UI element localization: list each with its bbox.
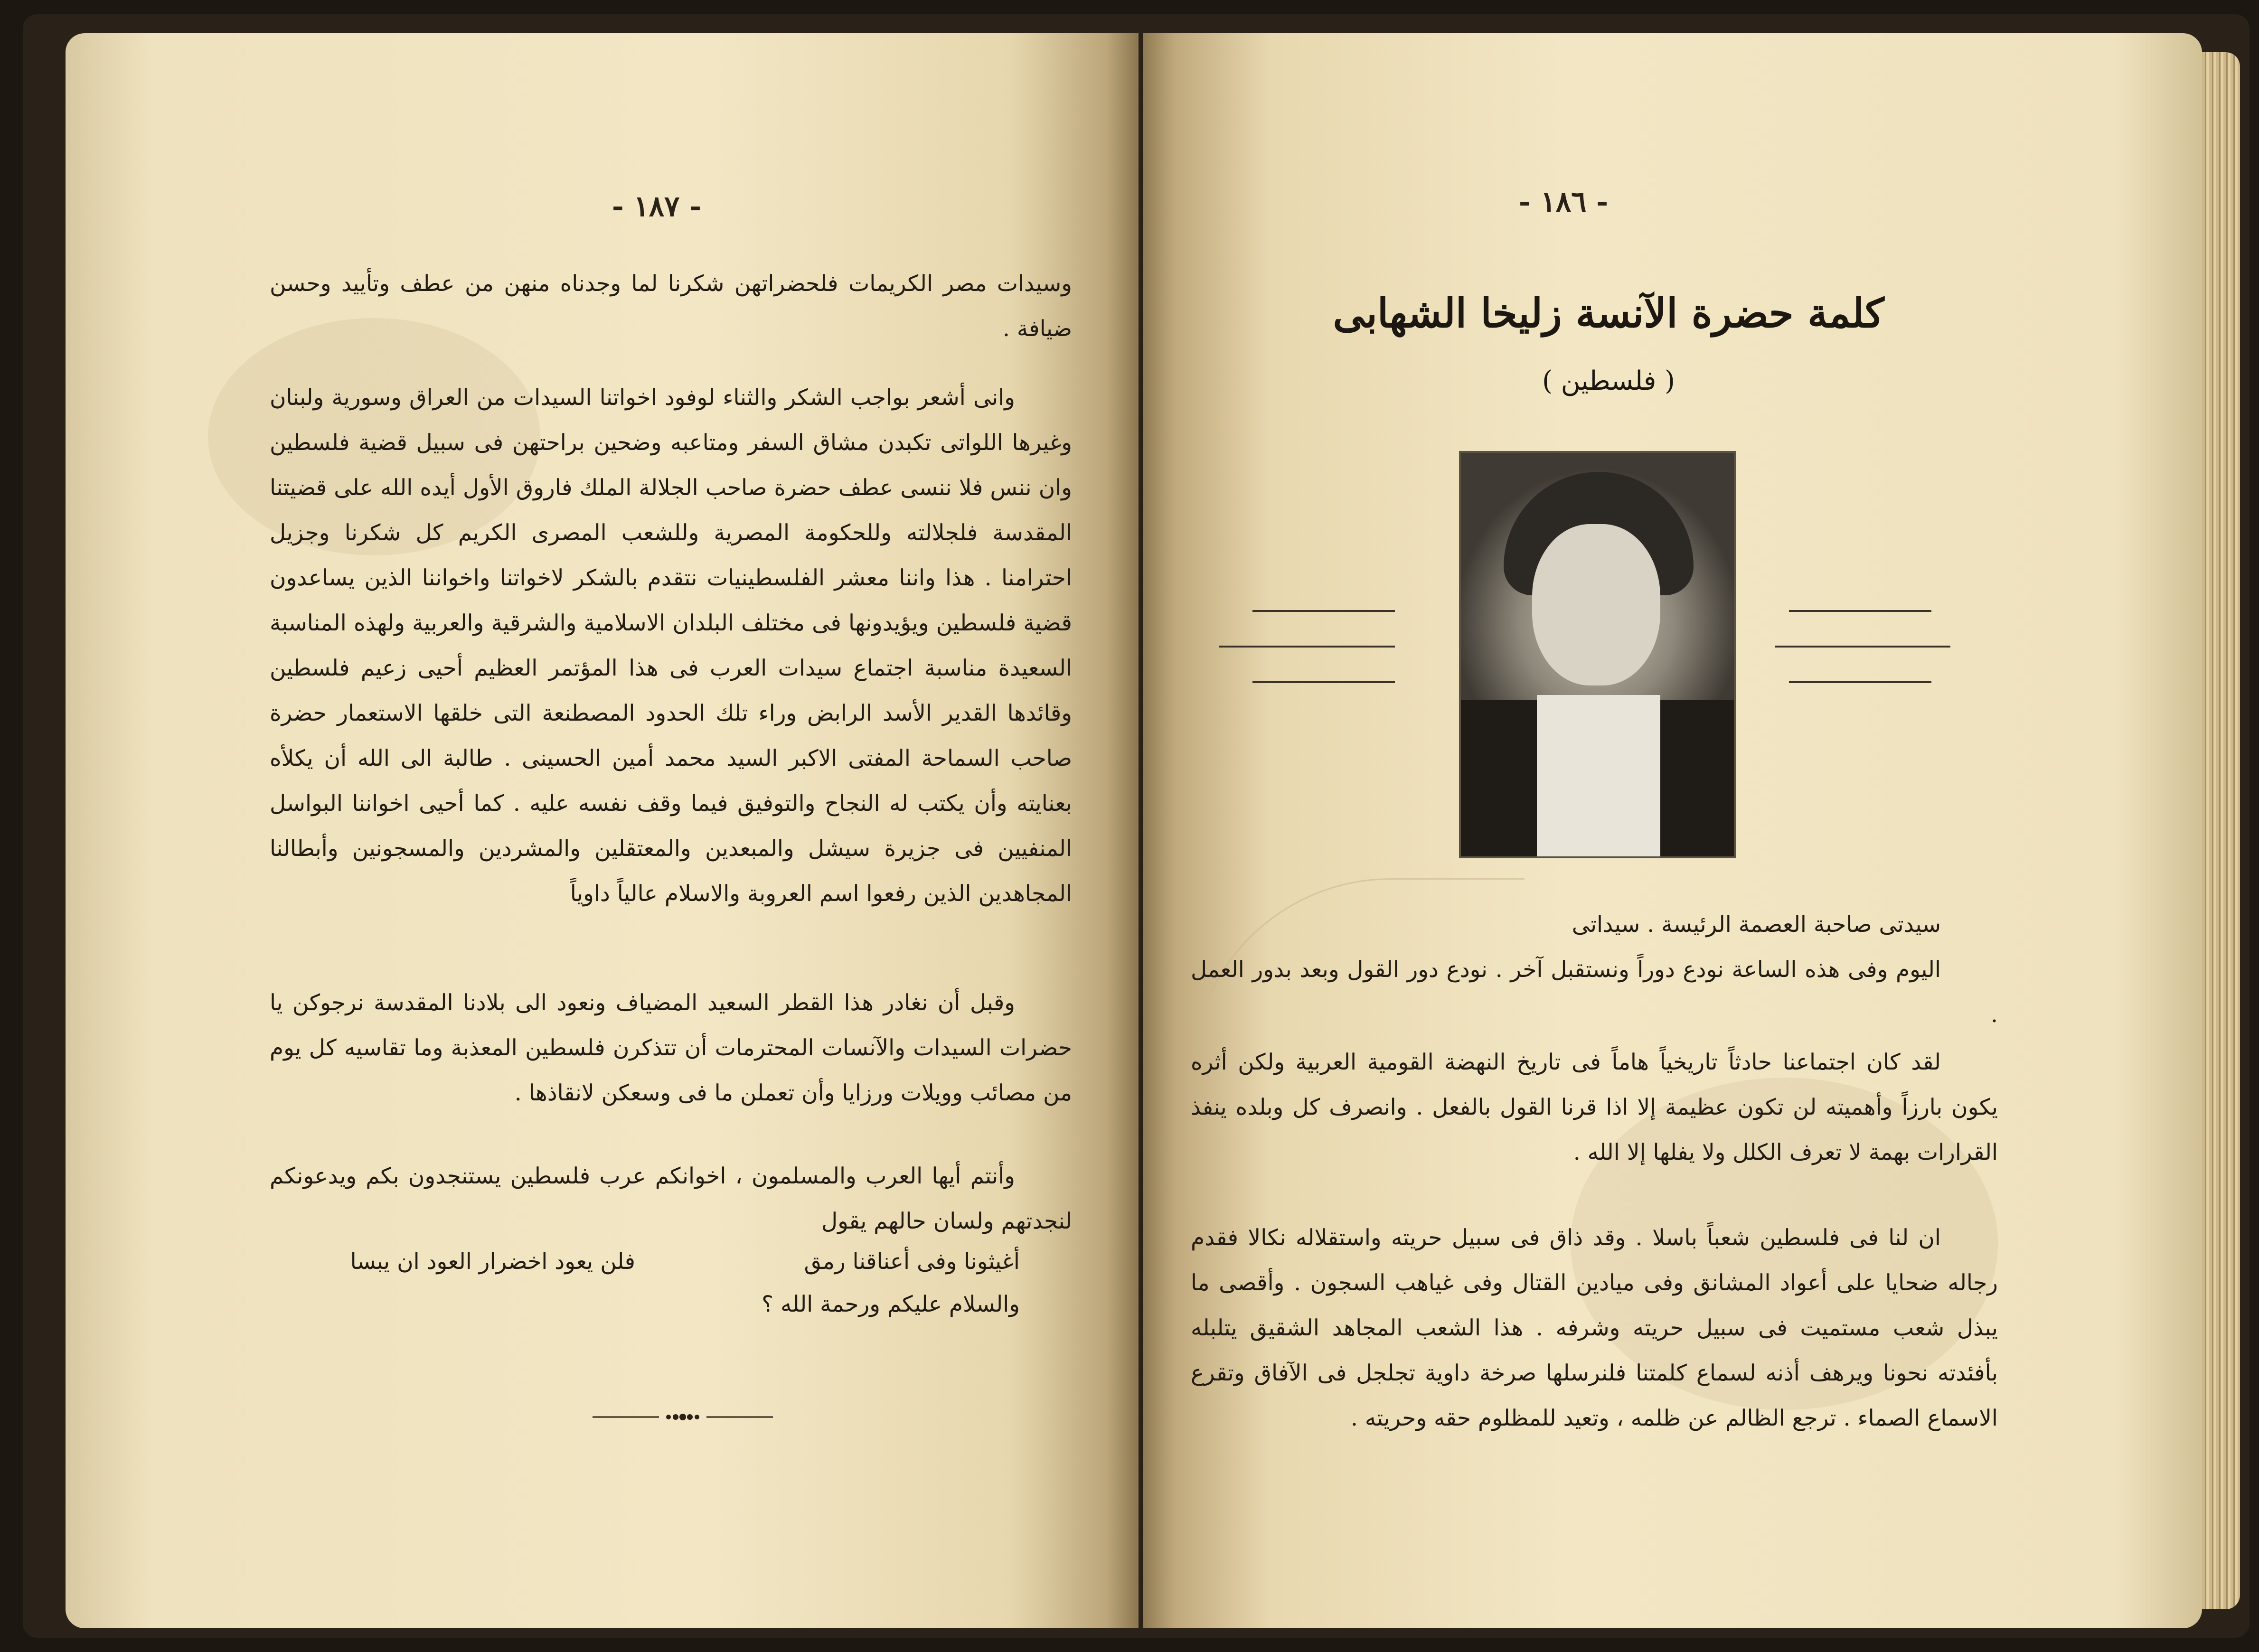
- decorative-line: [1252, 681, 1395, 683]
- open-book: [23, 14, 2250, 1638]
- page-number-187: - ١٨٧ -: [612, 190, 702, 223]
- decorative-line: [1789, 610, 1931, 612]
- closing-greeting: والسلام عليكم ورحمة الله ؟: [762, 1291, 1020, 1317]
- verse-second-hemistich: فلن يعود اخضرار العود ان يبسا: [350, 1248, 635, 1275]
- speech-subtitle: ( فلسطين ): [1542, 366, 1675, 396]
- decorative-line: [1252, 610, 1395, 612]
- right-paragraph-3: ان لنا فى فلسطين شعباً باسلا . وقد ذاق فى سبيل حريته واستقلاله نكالا فقدم رجاله ضحايا على أعواد المشانق وفى ميادين القتال وفى غياهب السجون . وأقصى ما يبذل شعب مستميت فى سبيل حريته وشرفه . هذا الشعب المجاهد الشقيق يتلبله بأفئدته نحونا ويرهف أذنه لسماع كلمتنا فلنرسلها صرخة داوية تجلجل فى الآفاق وتقرع الاسماع الصماء . ترجع الظالم عن ظلمه ، وتعيد للمظلوم حقه وحريته .: [1191, 1225, 1998, 1431]
- speech-title: كلمة حضرة الآنسة زليخا الشهابى: [1333, 290, 1884, 337]
- left-paragraph-3: وقبل أن نغادر هذا القطر السعيد المضياف ونعود الى بلادنا المقدسة نرجوكن يا حضرات السيدات والآنسات المحترمات أن تتذكرن فلسطين المعذبة وما تقاسيه كل يوم من مصائب وويلات ورزايا وأن تعملن ما فى وسعكن لانقاذها .: [270, 990, 1072, 1106]
- verse-first-hemistich: أغيثونا وفى أعناقنا رمق: [804, 1248, 1020, 1275]
- portrait-photo: [1459, 451, 1736, 858]
- page-number-186: - ١٨٦ -: [1518, 185, 1609, 218]
- left-paragraph-4: وأنتم أيها العرب والمسلمون ، اخوانكم عرب فلسطين يستنجدون بكم ويدعونكم لنجدتهم ولسان حالهم يقول: [270, 1163, 1072, 1234]
- ornament-divider-icon: [593, 1410, 773, 1424]
- decorative-line: [1775, 646, 1950, 648]
- decorative-line: [1789, 681, 1931, 683]
- right-page: [1143, 33, 2202, 1628]
- salutation: سيدتى صاحبة العصمة الرئيسة . سيداتى: [1572, 911, 1941, 938]
- left-paragraph-1: وسيدات مصر الكريمات فلحضراتهن شكرنا لما وجدناه منهن من عطف وتأييد وحسن ضيافة .: [270, 271, 1072, 342]
- left-paragraph-2: وانى أشعر بواجب الشكر والثناء لوفود اخواتنا السيدات من العراق وسورية ولبنان وغيرها اللواتى تكبدن مشاق السفر ومتاعبه وضحين براحتهن فى سبيل قضية فلسطين وان ننس فلا ننسى عطف حضرة صاحب الجلالة الملك فاروق الأول أيده الله على قضيتنا المقدسة فلجلالته وللحكومة المصرية وللشعب المصرى الكريم كل شكرنا وجزيل احترامنا . هذا واننا معشر الفلسطينيات نتقدم بالشكر لاخواتنا واخواننا الذين يساعدون قضية فلسطين ويؤيدونها فى مختلف البلدان الاسلامية والشرقية والعربية ولهذه المناسبة السعيدة مناسبة اجتماع سيدات العرب فى هذا المؤتمر العظيم أحيى زعيم فلسطين وقائدها القدير الأسد الرابض وراء تلك الحدود المصطنعة التى خلقها الاستعمار حضرة صاحب السماحة المفتى الاكبر السيد محمد أمين الحسينى . طالبة الى الله أن يكلأه بعنايته وأن يكتب له النجاح والتوفيق فيما وقف نفسه عليه . كما أحيى اخواننا البواسل المنفيين فى جزيرة سيشل والمبعدين والمعتقلين والمشردين والمسجونين وأبطالنا المجاهدين الذين رفعوا اسم العروبة والاسلام عالياً داوياً: [270, 385, 1072, 907]
- right-paragraph-1: اليوم وفى هذه الساعة نودع دوراً ونستقبل آخر . نودع دور القول وبعد بدور العمل .: [1191, 957, 1998, 1028]
- right-paragraph-2: لقد كان اجتماعنا حادثاً تاريخياً هاماً فى تاريخ النهضة القومية العربية ولكن أثره يكون بارزاً وأهميته لن تكون عظيمة إلا اذا قرنا القول بالفعل . وانصرف كل وبلده ينفذ القرارات بهمة لا تعرف الكلل ولا يفلها إلا الله .: [1191, 1049, 1998, 1165]
- decorative-line: [1219, 646, 1395, 648]
- left-page: [66, 33, 1139, 1628]
